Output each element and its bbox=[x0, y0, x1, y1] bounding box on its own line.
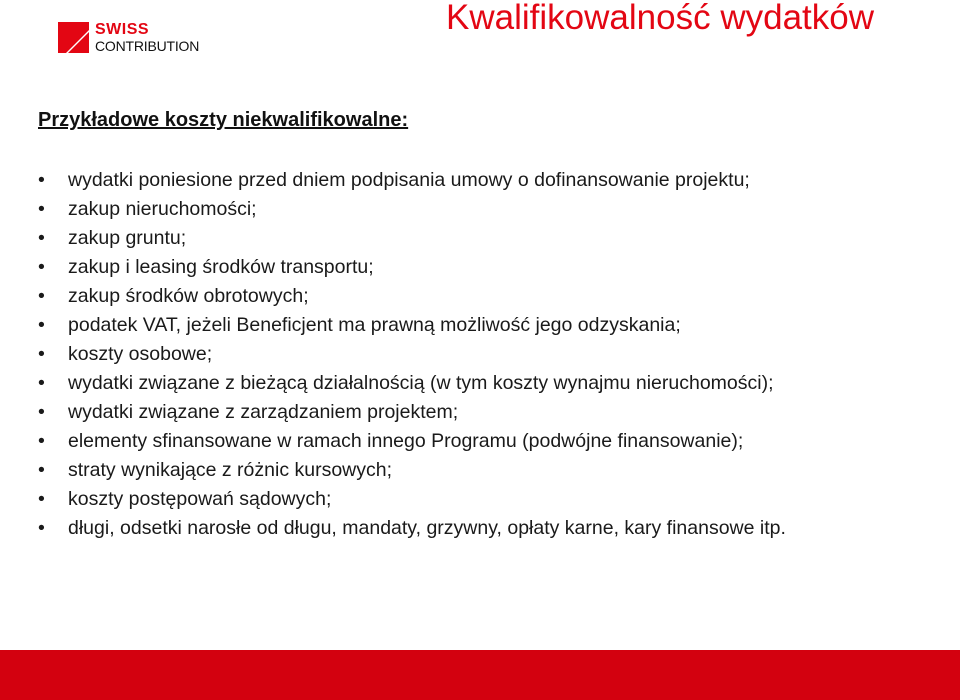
list-item-text: koszty postępowań sądowych; bbox=[68, 488, 332, 510]
slide-title: Kwalifikowalność wydatków bbox=[446, 0, 874, 37]
list-item-text: długi, odsetki narosłe od długu, mandaty, grzywny, opłaty karne, kary finansowe itp. bbox=[68, 517, 786, 539]
logo-text-contribution: CONTRIBUTION bbox=[95, 38, 200, 54]
logo-text-swiss: SWISS bbox=[95, 21, 150, 38]
bullet-icon: • bbox=[38, 198, 45, 220]
bullet-icon: • bbox=[38, 459, 45, 481]
bullet-icon: • bbox=[38, 488, 45, 510]
list-item bbox=[38, 195, 928, 224]
bullet-icon: • bbox=[38, 169, 45, 191]
bullet-icon: • bbox=[38, 314, 45, 336]
list-item bbox=[38, 369, 928, 398]
bullet-icon: • bbox=[38, 227, 45, 249]
list-item bbox=[38, 282, 928, 311]
list-item bbox=[38, 485, 928, 514]
list-item bbox=[38, 166, 928, 195]
list-item-text: wydatki poniesione przed dniem podpisania umowy o dofinansowanie projektu; bbox=[68, 169, 750, 191]
bullet-list bbox=[38, 166, 928, 543]
list-item bbox=[38, 456, 928, 485]
bullet-icon: • bbox=[38, 430, 45, 452]
list-item bbox=[38, 224, 928, 253]
list-item-text: zakup gruntu; bbox=[68, 227, 187, 249]
list-item-text: straty wynikające z różnic kursowych; bbox=[68, 459, 393, 481]
list-item-text: elementy sfinansowane w ramach innego Programu (podwójne finansowanie); bbox=[68, 430, 744, 452]
list-item bbox=[38, 427, 928, 456]
list-item-text: zakup środków obrotowych; bbox=[68, 285, 309, 307]
swiss-contribution-logo bbox=[58, 22, 218, 56]
list-item-text: wydatki związane z zarządzaniem projektem; bbox=[68, 401, 459, 423]
list-item bbox=[38, 340, 928, 369]
bullet-icon: • bbox=[38, 343, 45, 365]
list-item-text: zakup i leasing środków transportu; bbox=[68, 256, 374, 278]
bullet-icon: • bbox=[38, 517, 45, 539]
bullet-icon: • bbox=[38, 372, 45, 394]
list-item bbox=[38, 514, 928, 543]
bullet-icon: • bbox=[38, 256, 45, 278]
list-item bbox=[38, 311, 928, 340]
bullet-icon: • bbox=[38, 401, 45, 423]
list-item bbox=[38, 253, 928, 282]
section-heading: Przykładowe koszty niekwalifikowalne: bbox=[38, 109, 409, 131]
list-item-text: zakup nieruchomości; bbox=[68, 198, 257, 220]
footer-bar bbox=[0, 650, 960, 700]
list-item-text: podatek VAT, jeżeli Beneficjent ma prawną możliwość jego odzyskania; bbox=[68, 314, 681, 336]
list-item-text: wydatki związane z bieżącą działalnością (w tym koszty wynajmu nieruchomości); bbox=[68, 372, 774, 394]
swiss-flag-icon bbox=[58, 22, 89, 53]
bullet-icon: • bbox=[38, 285, 45, 307]
list-item-text: koszty osobowe; bbox=[68, 343, 213, 365]
list-item bbox=[38, 398, 928, 427]
